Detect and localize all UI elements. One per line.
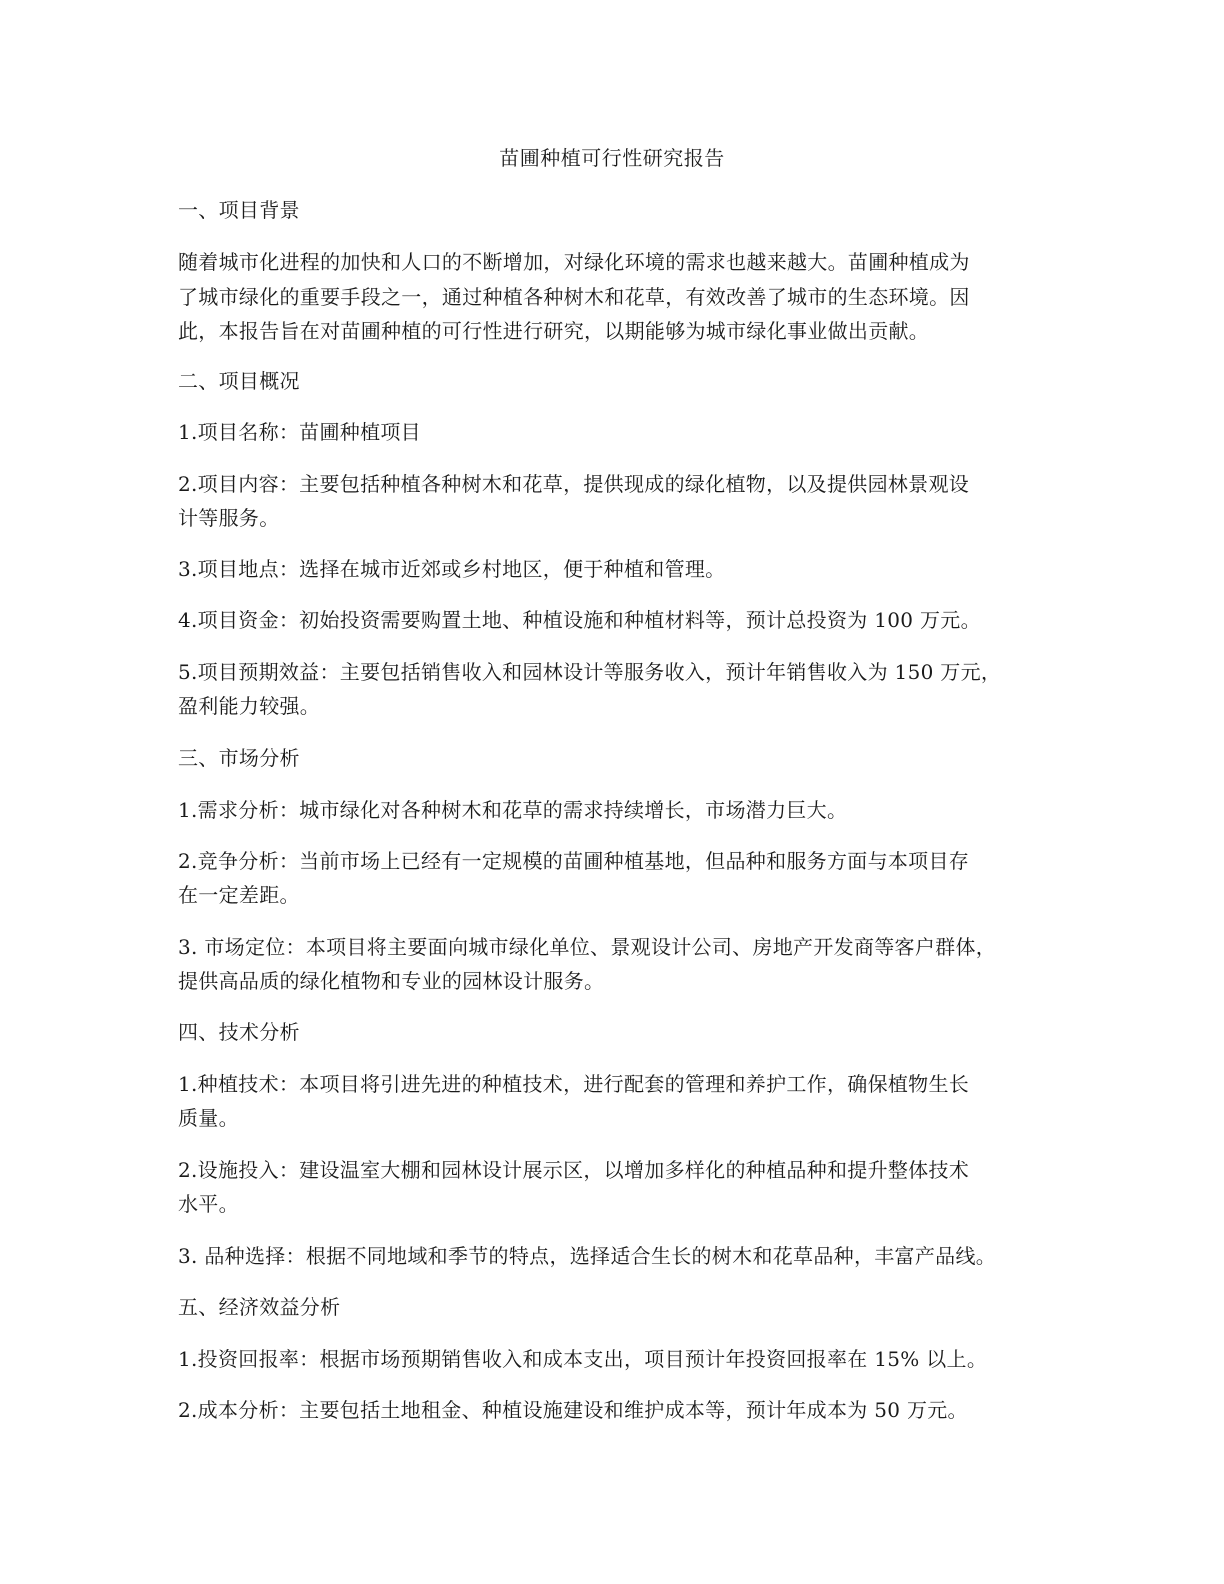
document-title: 苗圃种植可行性研究报告 — [499, 146, 725, 170]
paragraph-line: 2.项目内容：主要包括种植各种树木和花草，提供现成的绿化植物，以及提供园林景观设 — [178, 472, 970, 496]
paragraph-line: 1.投资回报率：根据市场预期销售收入和成本支出，项目预计年投资回报率在 15% 以上。 — [178, 1347, 988, 1371]
paragraph-line: 在一定差距。 — [178, 883, 300, 907]
paragraph-line: 3. 市场定位：本项目将主要面向城市绿化单位、景观设计公司、房地产开发商等客户群体， — [178, 935, 997, 959]
paragraph-line: 2.竞争分析：当前市场上已经有一定规模的苗圃种植基地，但品种和服务方面与本项目存 — [178, 849, 970, 873]
section-heading-background: 一、项目背景 — [178, 198, 300, 222]
paragraph-line: 了城市绿化的重要手段之一，通过种植各种树木和花草，有效改善了城市的生态环境。因 — [178, 285, 970, 309]
paragraph-line: 5.项目预期效益：主要包括销售收入和园林设计等服务收入，预计年销售收入为 150 万元， — [178, 660, 1002, 684]
section-heading-economics: 五、经济效益分析 — [178, 1295, 341, 1319]
paragraph-line: 水平。 — [178, 1192, 239, 1216]
paragraph-line: 随着城市化进程的加快和人口的不断增加，对绿化环境的需求也越来越大。苗圃种植成为 — [178, 250, 970, 274]
paragraph-line: 1.项目名称：苗圃种植项目 — [178, 420, 421, 444]
paragraph-line: 1.需求分析：城市绿化对各种树木和花草的需求持续增长，市场潜力巨大。 — [178, 798, 848, 822]
paragraph-line: 2.设施投入：建设温室大棚和园林设计展示区，以增加多样化的种植品种和提升整体技术 — [178, 1158, 970, 1182]
paragraph-line: 质量。 — [178, 1106, 239, 1130]
section-heading-overview: 二、项目概况 — [178, 369, 300, 393]
section-heading-technology: 四、技术分析 — [178, 1020, 300, 1044]
paragraph-line: 4.项目资金：初始投资需要购置土地、种植设施和种植材料等，预计总投资为 100 万元。 — [178, 608, 981, 632]
section-heading-market: 三、市场分析 — [178, 746, 300, 770]
paragraph-line: 3.项目地点：选择在城市近郊或乡村地区，便于种植和管理。 — [178, 557, 726, 581]
paragraph-line: 盈利能力较强。 — [178, 694, 321, 718]
paragraph-line: 此，本报告旨在对苗圃种植的可行性进行研究，以期能够为城市绿化事业做出贡献。 — [178, 319, 930, 343]
paragraph-line: 3. 品种选择：根据不同地域和季节的特点，选择适合生长的树木和花草品种，丰富产品线。 — [178, 1244, 997, 1268]
paragraph-line: 提供高品质的绿化植物和专业的园林设计服务。 — [178, 969, 605, 993]
paragraph-line: 1.种植技术：本项目将引进先进的种植技术，进行配套的管理和养护工作，确保植物生长 — [178, 1072, 970, 1096]
paragraph-line: 计等服务。 — [178, 506, 280, 530]
paragraph-line: 2.成本分析：主要包括土地租金、种植设施建设和维护成本等，预计年成本为 50 万元。 — [178, 1398, 968, 1422]
